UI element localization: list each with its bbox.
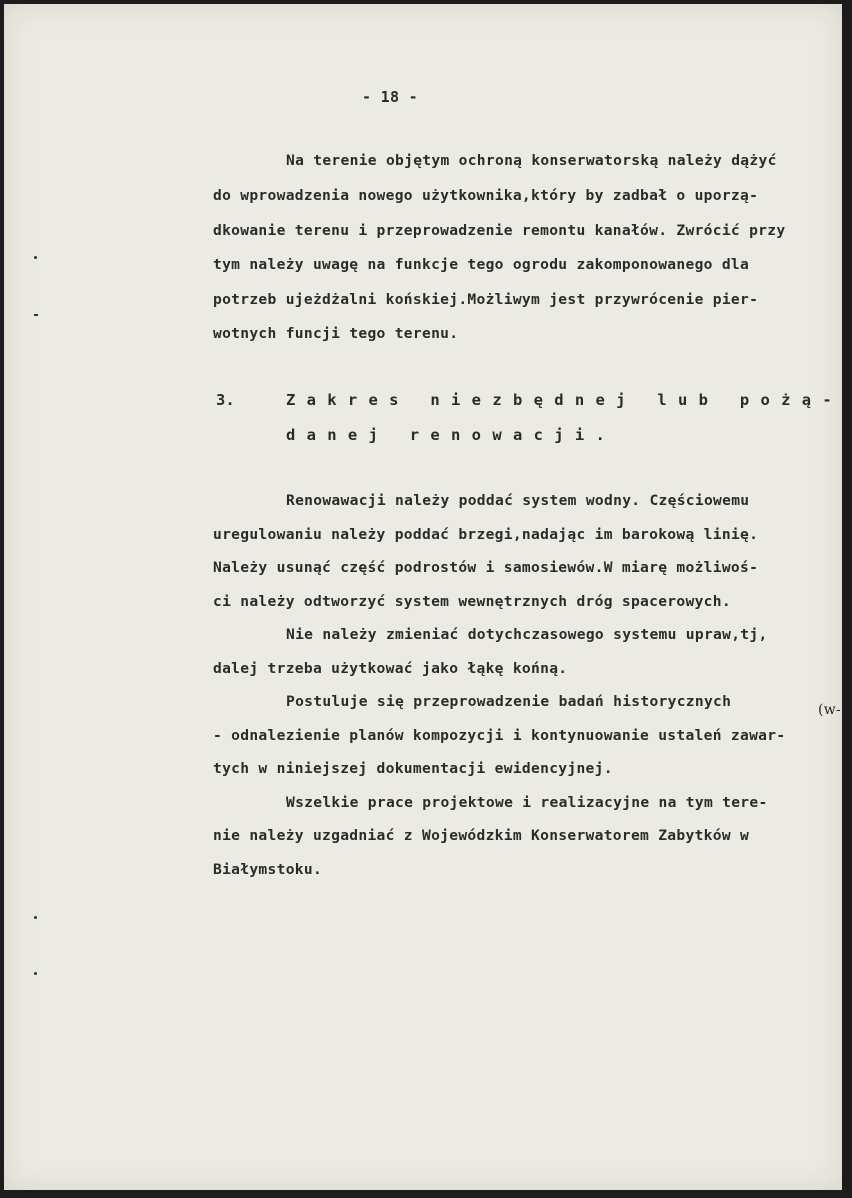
paragraph-4-line-2: - odnalezienie planów kompozycji i kontynuowanie ustaleń zawar- xyxy=(213,727,786,744)
paragraph-1-line-2: do wprowadzenia nowego użytkownika,który by zadbał o uporzą- xyxy=(213,187,759,204)
paragraph-1-line-4: tym należy uwagę na funkcje tego ogrodu zakomponowanego dla xyxy=(213,256,750,273)
paragraph-5-line-2: nie należy uzgadniać z Wojewódzkim Konserwatorem Zabytków w xyxy=(213,827,750,844)
paragraph-3-line-1: Nie należy zmieniać dotychczasowego systemu upraw,tj, xyxy=(286,626,768,643)
section-number: 3. xyxy=(216,391,235,409)
paragraph-2-line-2: uregulowaniu należy poddać brzegi,nadając im barokową linię. xyxy=(213,526,759,543)
paragraph-3-line-2: dalej trzeba użytkować jako łąkę końną. xyxy=(213,660,568,677)
section-title-line-2: danej renowacji. xyxy=(286,426,617,444)
margin-dot xyxy=(34,972,37,975)
paragraph-4-line-3: tych w niniejszej dokumentacji ewidencyjnej. xyxy=(213,760,613,777)
paragraph-1-line-3: dkowanie terenu i przeprowadzenie remontu kanałów. Zwrócić przy xyxy=(213,222,786,239)
paragraph-1-line-1: Na terenie objętym ochroną konserwatorską należy dążyć xyxy=(286,152,777,169)
paragraph-4-line-1: Postuluje się przeprowadzenie badań historycznych xyxy=(286,693,732,710)
paragraph-2-line-1: Renowawacji należy poddać system wodny. Częściowemu xyxy=(286,492,750,509)
section-title-line-1: Zakres niezbędnej lub pożą- xyxy=(286,391,844,409)
paragraph-1-line-5: potrzeb ujeżdżalni końskiej.Możliwym jest przywrócenie pier- xyxy=(213,291,759,308)
document-page xyxy=(4,4,842,1190)
paragraph-2-line-4: ci należy odtworzyć system wewnętrznych dróg spacerowych. xyxy=(213,593,731,610)
paragraph-2-line-3: Należy usunąć część podrostów i samosiewów.W miarę możliwoś- xyxy=(213,559,759,576)
paragraph-5-line-3: Białymstoku. xyxy=(213,861,323,878)
margin-tick xyxy=(34,314,38,316)
margin-dot xyxy=(34,256,37,259)
paragraph-1-line-6: wotnych funcji tego terenu. xyxy=(213,325,459,342)
margin-dot xyxy=(34,916,37,919)
paragraph-5-line-1: Wszelkie prace projektowe i realizacyjne na tym tere- xyxy=(286,794,768,811)
page-number: - 18 - xyxy=(362,88,418,106)
handwritten-annotation: (w- xyxy=(818,702,842,718)
